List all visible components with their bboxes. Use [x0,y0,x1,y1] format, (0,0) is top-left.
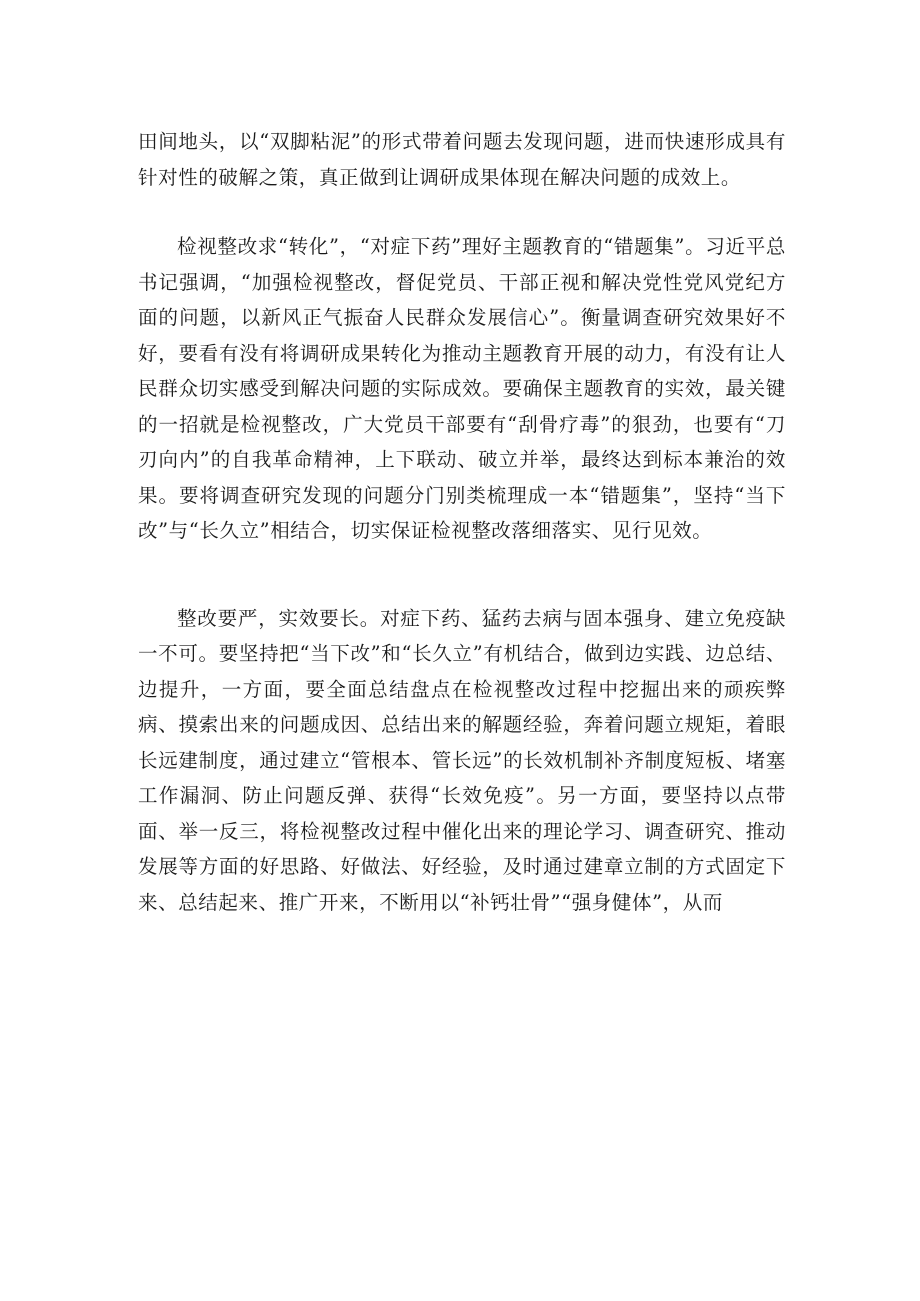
paragraph-3: 整改要严，实效要长。对症下药、猛药去病与固本强身、建立免疫缺一不可。要坚持把“当下改”和“长久立”有机结合，做到边实践、边总结、边提升，一方面，要全面总结盘点在检视整改过程中挖掘出来的顽疾弊病、摸索出来的问题成因、总结出来的解题经验，奔着问题立规矩，着眼长远建制度，通过建立“管根本、管长远”的长效机制补齐制度短板、堵塞工作漏洞、防止问题反弹、获得“长效免疫”。另一方面，要坚持以点带面、举一反三，将检视整改过程中催化出来的理论学习、调查研究、推动发展等方面的好思路、好做法、好经验，及时通过建章立制的方式固定下来、总结起来、推广开来，不断用以“补钙壮骨”“强身健体”，从而 [138,606,786,914]
document-body [138,124,786,920]
paragraph-1: 田间地头，以“双脚粘泥”的形式带着问题去发现问题，进而快速形成具有针对性的破解之策，真正做到让调研成果体现在解决问题的成效上。 [138,130,786,189]
paragraph-2: 检视整改求“转化”，“对症下药”理好主题教育的“错题集”。习近平总书记强调，“加强检视整改，督促党员、干部正视和解决党性党风党纪方面的问题，以新风正气振奋人民群众发展信心”。衡量调查研究效果好不好，要看有没有将调研成果转化为推动主题教育开展的动力，有没有让人民群众切实感受到解决问题的实际成效。要确保主题教育的实效，最关键的一招就是检视整改，广大党员干部要有“刮骨疗毒”的狠劲，也要有“刀刃向内”的自我革命精神，上下联动、破立并举，最终达到标本兼治的效果。要将调查研究发现的问题分门别类梳理成一本“错题集”，坚持“当下改”与“长久立”相结合，切实保证检视整改落细落实、见行见效。 [138,235,786,542]
